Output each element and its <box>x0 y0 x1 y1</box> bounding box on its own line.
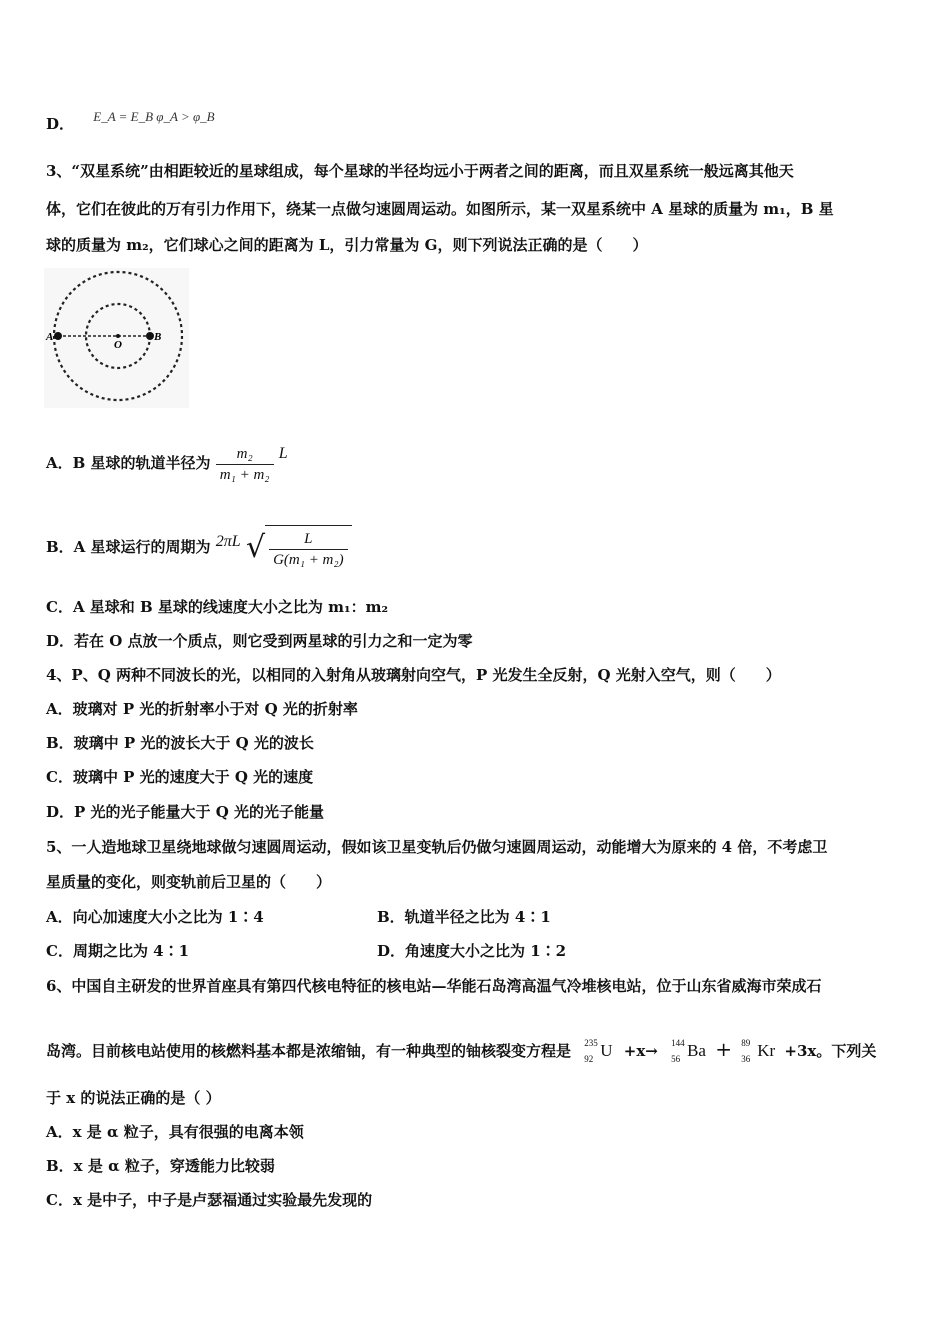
q5-option-c: C．周期之比为 4∶1 <box>46 942 190 960</box>
figure-background <box>44 268 189 408</box>
q2-option-d <box>46 109 215 136</box>
q2-option-d-formula: E_A = E_B φ_A > φ_B <box>93 109 215 124</box>
q6-option-b: B．x 是 α 粒子，穿透能力比较弱 <box>46 1157 275 1175</box>
nuclide-ba <box>671 1040 706 1063</box>
q3-stem-line2: 体，它们在彼此的万有引力作用下，绕某一点做匀速圆周运动。如图所示，某一双星系统中 A 星球的质量为 m₁，B 星 <box>46 200 834 218</box>
q5-stem-line2: 星质量的变化，则变轨前后卫星的（ ） <box>46 873 332 891</box>
fraction-denominator: G(m₁ + m₂) <box>273 552 344 568</box>
q3-option-a <box>46 440 288 487</box>
q6-stem-line3: 于 x 的说法正确的是（ ） <box>46 1089 221 1107</box>
q6-plus-x-arrow: +x→ <box>623 1042 658 1060</box>
fraction-denominator: m₁ + m₂ <box>219 466 270 483</box>
q6-option-c: C．x 是中子，中子是卢瑟福通过实验最先发现的 <box>46 1191 373 1209</box>
q3-option-a-tail: L <box>278 445 288 462</box>
q3-option-b <box>46 524 352 572</box>
nuclide-ba-mass: 144 <box>671 1038 685 1048</box>
q5-option-a: A．向心加速度大小之比为 1∶4 <box>46 908 264 926</box>
q3-option-b-text: B．A 星球运行的周期为 <box>46 538 211 556</box>
q6-stem-line2-pre: 岛湾。目前核电站使用的核燃料基本都是浓缩铀，有一种典型的铀核裂变方程是 <box>46 1042 572 1060</box>
q4-option-d: D．P 光的光子能量大于 Q 光的光子能量 <box>46 803 325 821</box>
q3-binary-star-figure <box>44 268 189 408</box>
q4-option-c: C．玻璃中 P 光的速度大于 Q 光的速度 <box>46 768 314 786</box>
nuclide-ba-symbol: Ba <box>687 1041 706 1060</box>
nuclide-ba-z: 56 <box>671 1054 681 1064</box>
q3-option-b-sqrt <box>265 525 352 572</box>
q2-option-d-label: D． <box>46 115 75 133</box>
q5-stem-line1: 5、一人造地球卫星绕地球做匀速圆周运动，假如该卫星变轨后仍做匀速圆周运动，动能增大为原来的 4 倍，不考虑卫 <box>46 838 828 856</box>
q6-stem-line1: 6、中国自主研发的世界首座具有第四代核电特征的核电站—华能石岛湾高温气冷堆核电站，位于山东省威海市荣成石 <box>46 977 822 995</box>
q4-stem: 4、P、Q 两种不同波长的光，以相同的入射角从玻璃射向空气，P 光发生全反射，Q 光射入空气，则（ ） <box>46 666 781 684</box>
q4-option-a: A．玻璃对 P 光的折射率小于对 Q 光的折射率 <box>46 700 358 718</box>
nuclide-u-mass: 235 <box>584 1038 598 1048</box>
q3-stem-line3: 球的质量为 m₂，它们球心之间的距离为 L，引力常量为 G，则下列说法正确的是（ ） <box>46 236 648 254</box>
q3-option-a-fraction <box>216 444 274 485</box>
nuclide-u-symbol: U <box>600 1041 613 1060</box>
q6-stem-line2 <box>46 1038 876 1063</box>
q4-option-b: B．玻璃中 P 光的波长大于 Q 光的波长 <box>46 734 314 752</box>
label-b: B <box>154 331 162 343</box>
q6-stem-line2-post: +3x。下列关 <box>784 1042 877 1060</box>
label-o: O <box>114 339 122 351</box>
star-a-dot <box>54 332 62 340</box>
q3-option-c: C．A 星球和 B 星球的线速度大小之比为 m₁：m₂ <box>46 598 389 616</box>
q6-plus: + <box>715 1037 732 1061</box>
nuclide-kr-symbol: Kr <box>757 1041 776 1060</box>
nuclide-u <box>584 1040 612 1063</box>
q6-option-a: A．x 是 α 粒子，具有很强的电离本领 <box>46 1123 304 1141</box>
center-o-dot <box>116 334 120 338</box>
q3-option-a-text: A．B 星球的轨道半径为 <box>46 454 211 472</box>
q3-option-b-fraction <box>269 529 348 570</box>
sqrt-sign-icon: √ <box>245 530 266 565</box>
fraction-numerator: L <box>269 529 348 550</box>
nuclide-kr-z: 36 <box>741 1054 751 1064</box>
label-a: A <box>46 331 54 343</box>
q3-option-b-prefix: 2πL <box>215 533 241 550</box>
nuclide-u-z: 92 <box>584 1054 594 1064</box>
q5-option-b: B．轨道半径之比为 4∶1 <box>377 908 551 926</box>
star-b-dot <box>146 332 154 340</box>
nuclide-kr-mass: 89 <box>741 1038 751 1048</box>
nuclide-kr <box>741 1040 775 1063</box>
q3-stem-line1: 3、“双星系统”由相距较近的星球组成，每个星球的半径均远小于两者之间的距离，而且双星系统一般远离其他天 <box>46 162 794 180</box>
fraction-numerator: m₂ <box>216 444 274 465</box>
q5-option-d: D．角速度大小之比为 1∶2 <box>377 942 567 960</box>
q3-option-d: D．若在 O 点放一个质点，则它受到两星球的引力之和一定为零 <box>46 632 473 650</box>
